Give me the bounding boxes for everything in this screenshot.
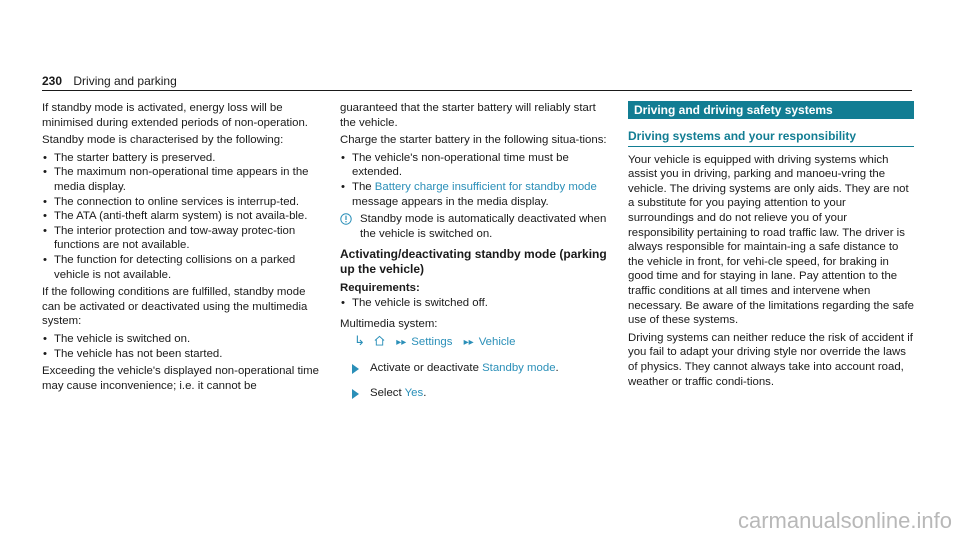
list-item: • The function for detecting collisions on a parked vehicle is not available. [43,253,296,281]
list-item: • The vehicle is switched on. [43,332,191,345]
section-title: Driving and parking [73,74,177,88]
paragraph: guaranteed that the starter battery will reliably start the vehicle. [340,102,596,129]
page-header [42,74,177,89]
info-icon [340,213,352,225]
section-subheading: Driving systems and your responsibility [628,129,914,147]
bullet-list [340,296,612,311]
home-icon [374,335,385,346]
double-chevron-icon: ▸▸ [396,337,407,349]
instruction-step: Select Yes. [352,386,612,401]
menu-settings: Settings [411,336,453,349]
paragraph: Charge the starter battery in the following situa-tions: [340,134,607,147]
list-item: • The interior protection and tow-away protec-tion functions are not available. [43,224,296,252]
column-left [42,101,324,396]
list-item: • The ATA (anti-theft alarm system) is not availa-ble. [43,210,308,223]
section-heading: Activating/deactivating standby mode (parking up the vehicle) [340,247,607,276]
step-arrow-icon [352,389,359,399]
bullet-icon: • [43,151,47,164]
display-message: Battery charge insufficient for standby mode [374,180,597,193]
list-item: • The vehicle has not been started. [43,347,223,360]
menu-path [354,334,612,351]
menu-vehicle: Vehicle [478,336,516,349]
bullet-icon: • [341,151,345,164]
list-item: • The connection to online services is interrup-ted. [43,195,300,208]
list-item: • The vehicle is switched off. [341,297,488,310]
option-standby-mode: Standby mode [482,361,556,374]
bullet-icon: • [43,224,47,237]
paragraph: If standby mode is activated, energy loss will be minimised during extended periods of non-operation. [42,102,308,129]
list-item: • The starter battery is preserved. [43,151,216,164]
list-item: • The Battery charge insufficient for standby mode message appears in the media display. [341,180,597,208]
step-arrow-icon [352,364,359,374]
header-divider [42,90,912,91]
paragraph: If the following conditions are fulfilled, standby mode can be activated or deactivated using the multimedia system: [42,286,308,328]
paragraph: Exceeding the vehicle's displayed non-operational time may cause inconvenience; i.e. it cannot be [42,365,319,392]
bullet-list [340,151,612,209]
bullet-icon: • [43,332,47,345]
watermark: carmanualsonline.info [737,508,952,533]
bullet-icon: • [341,180,345,193]
paragraph: Your vehicle is equipped with driving systems which assist you in driving, parking and manoeu-vring the vehicle. The driving systems are only aids. They are not a substitute for you paying attention to your surroundings and do not relieve you of your responsibility pertaining to road traffic law. The driver is always responsible for maintain-ing a safe distance to the vehicle in front, for vehi-cle speed, for braking in good time and for staying in lane. Pay attention to the traffic conditions at all times and intervene when necessary. Be aware of the limitations regarding the safe use of these systems. [628,153,914,327]
column-middle [340,101,612,410]
bullet-list [42,151,324,282]
bullet-icon: • [43,253,47,266]
chapter-banner: Driving and driving safety systems [628,101,914,119]
page-number: 230 [42,74,63,88]
arrow-right-icon: ↳ [354,333,365,349]
option-yes: Yes [404,386,424,399]
requirements-heading: Requirements: [340,281,420,294]
bullet-icon: • [43,166,47,179]
paragraph: Driving systems can neither reduce the risk of accident if you fail to adapt your driving style nor override the laws of physics. They cannot always take into account road, weather or traffic condi-tions. [628,331,913,388]
bullet-icon: • [341,297,345,310]
bullet-icon: • [43,195,47,208]
instruction-step: Activate or deactivate Standby mode. [352,361,612,376]
bullet-icon: • [43,347,47,360]
paragraph: Standby mode is characterised by the following: [42,134,284,147]
bullet-list [42,332,324,361]
bullet-icon: • [43,210,47,223]
paragraph: Multimedia system: [340,317,438,330]
double-chevron-icon: ▸▸ [463,337,474,349]
info-note: Standby mode is automatically deactivated when the vehicle is switched on. [340,212,612,241]
list-item: • The vehicle's non-operational time must be extended. [341,151,569,179]
list-item: • The maximum non-operational time appears in the media display. [43,166,309,193]
column-right [628,101,914,392]
